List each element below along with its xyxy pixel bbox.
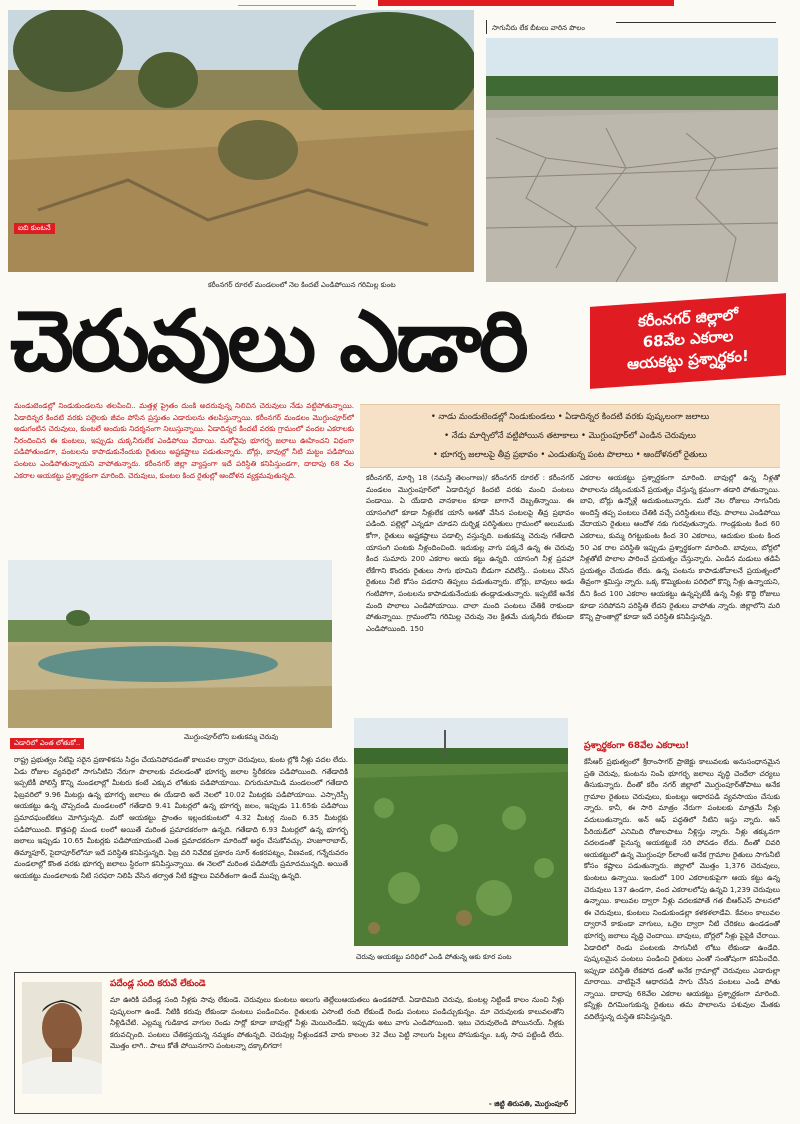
highlight-line: • నేడు మార్చిలోనే వట్టిపోయిన తటాకాలు • మొగ్దుంపూర్‌లో ఎండిన చెరువులు	[444, 430, 696, 440]
photo-caption: కరీంనగర్ రూరల్ మండలంలో నెల కిందటే ఎండిపోయిన గరిమిల్ల కుంట	[208, 281, 396, 289]
highlight-line: • భూగర్భ జలాలపై తీవ్ర ప్రభావం • ఎండుతున్న పంట పొలాలు • ఆందోళనలో రైతులు	[432, 449, 708, 459]
intro-paragraph	[14, 400, 354, 556]
headline-banner	[590, 293, 786, 389]
quote-attribution: - జిట్టి తిరుపతి, మొగ్దుంపూర్	[488, 1100, 568, 1108]
article-text: కేసీఆర్ ప్రభుత్వంలో శ్రీరాంసాగర్ ప్రాజెక్టు కాలువలకు అనుసంధానమైన ప్రతి చెరువు, కుంటను నింపి భూగర్భ జలాలు వృద్ధి చెందేలా చర్యలు తీసుకున్నారు. దీంతో కరీం నగర్ జిల్లాలో మొగ్దుంపూర్‌తోపాటు అనేక గ్రామాల రైతులు చెరువులు, కుంటల్లు ఆధారపడి వ్యవసాయం చేసుకు న్నారు. కానీ, ఈ సారి మాత్రం నేరుగా పంటలకు మాత్రమే నీళ్లు వదులుతున్నారు. అన్ ఆఫ్ పద్ధతిలో నీటిని ఇస్తు న్నారు. ఆన్ పీరియడ్‌లో ఎనిమిది రోజులపాటు నీళ్లిస్తు న్నారు. నీళ్లు తక్కువగా వదలడంతో పైనున్న ఆయకట్టుకే సరి పోవడం లేదు. దీంతో చివరి ఆయకట్టులో ఉన్న మొగ్దుంపూ ర్‌లాంటి అనేక గ్రామాల రైతులు సాగునీటి కోసం కష్టాలు పడుతున్నారు. జిల్లాలో మొత్తం 1,376 చెరువులు, కుంటలు ఉన్నాయి. ఇందులో 100 ఎకరాలకుపైగా ఆయ కట్టు ఉన్న చెరువులు 137 ఉండగా, వంద ఎకరాలలోపు ఉన్నవి 1,239 చెరువులు ఉన్నాయి. కాలువల ద్వారా నీళ్లు వదలకపోతే గత బీఆర్ఎస్ పాలనలో ఈ చెరువులు, కుంటలు నిండుకుండల్లా కళకళలాడేవి. కేవలం కాలువల ద్వారానే కాకుండా వాగులు, ఒర్రెల ద్వారా నీటి చేరికలు ఉండడంతో భూగర్భ జలాలు వృద్ధి చెందాయి. బావులు, బోర్లలో నీళ్లు పైపైకి చేరాయి. ఏడాదిలో రెండు పంటలకు సాగునీటి లోటు లేకుండా ఉండేది. పుష్కలమైన పంటలు పండించి రైతులు ఎంతో సంతోషంగా కనిపించేది. ఇప్పుడా పరిస్థితి లేకపోవ డంతో అనేక గ్రామాల్లో చెరువులు ఎడారుల్లా మారాయి. వాటిపైనే ఆధారపడి సాగు చేసిన పంటలు ఎండి పోతు న్నాయి. దాదాపు 68వేల ఎకరాల ఆయకట్టు ప్రశ్నార్థకంగా మారింది. కన్నీళ్లు దిగమింగుకున్న రైతులు తమ పొలాలను పశువుల మేతకు వదిలేస్తున్న దుస్థితి కనిపిస్తున్నది.	[584, 757, 780, 1022]
highlights-box	[360, 404, 780, 468]
article-text: రాష్ట్ర ప్రభుత్వం నీటిపై సరైన ప్రణాళికను సిద్ధం చేయనిపోవడంతో కాలువల ద్వారా చెరువులు, కుంట ల్లోకి నీళ్లు వదల లేదు. ఏడు రోజుల వ్యవధిలో సాగునీటిని నేరుగా పొలాలకు వదలడంతో భూగర్భ జలాల స్థిరీకరణ పడిపోయింది. గతేడాదికి ఇప్పటికీ పోలిస్తే కొన్ని మండలాల్లో మీటరు కంటే ఎక్కువ లోతుకు పడిపోయాయి. చిగురుమామిడి మండలంలో గతేడాది ఫిబ్రవరిలో 9.96 మీటర్లు ఉన్న భూగర్భ జలాలు ఈ యేడాది అదే నెలలో 10.02 మీటర్లకు పడిపోయాయి. ఎస్సారెస్పీ ఆయకట్టు ఉన్న చొప్పదండి మండలంలో గతేడాది 9.41 మీటర్లలో ఉన్న భూగర్భ జలం, ఇప్పుడు 11.65కు పడిపోయి ప్రమాదఘంటికలు మోగిస్తున్నది. మరో ఆయకట్టు ప్రాంతం ఇల్లందకుంటలో 4.32 మీటర్ల నుంచి 6.35 మీటర్లకు పడిపోయింది. కొత్తపల్లి మండ లంలో అయితే మరింత ప్రమాదకరంగా ఉన్నది. గతేడాది 6.93 మీటర్లలో ఉన్న భూగర్భ జలాలు ఇప్పుడు 10.65 మీటర్లకు పడిపోయాయంటే ఎంత ప్రమాదకరంగా మారిందో అర్థం చేసుకోవచ్చు. హుజూరాబాద్, తిమ్మాపూర్, సైదాపూర్‌లోనూ ఇదే పరిస్థితి కనిపిస్తున్నది. ఫిబ్ర వరి నివేదిక ప్రకారం సూర్ శంకరపట్నం, వీణవంక, గన్నేరువరం మండలాల్లో కొంత వరకు భూగర్భ జలాలు స్థిరంగా కనిపిస్తున్నాయి. ఈ నెలలో మరింత పడిపోయే ప్రమాదమున్నది. అయితే ఆయకట్టు మండలాలకు నీటి సరఫరా నిలిపి వేసిన తర్వాత నీటి కష్టాలు వివరీతంగా ఉండే ముప్పు ఉన్నది.	[14, 755, 348, 880]
groundwater-paragraph	[14, 754, 348, 950]
photo-tag: ఎడారిలో ఎంత లోతుకో..	[10, 738, 84, 749]
banner-line-3: ఆయకట్టు ప్రశ్నార్థకం!	[627, 346, 749, 374]
masthead-red-strip	[378, 0, 674, 6]
photo-pond	[8, 560, 332, 728]
highlight-line: • నాడు మండుటెండల్లో నిండుకుండలు • ఏడాదిన్నర కిందటి వరకు పుష్కలంగా జలాలు	[430, 411, 710, 421]
banner-line-2: 68వేల ఎకరాల	[642, 326, 734, 352]
photo-caption: సాగునీరు లేక బీటలు వారిన పొలం	[492, 24, 585, 32]
article-text: కరీంనగర్, మార్చి 18 (నమస్తే తెలంగాణ)/ కరీంనగర్ రూరల్ : కరీంనగర్ మండలం మొగ్దుంపూర్‌లో ఏడాదిన్నర కిందటి వరకు మంచి పంటలు పండాయి. ఏ యేడాది వానకాలం కూడా బాగానే దెబ్బతిన్నాయి. ఈ యాసంగిలో కూడా నీళ్లులేక యాసే ఆశతో వేసిన పంటలపై తీవ్ర ప్రభావం పడింది. పల్లెల్లో ఎన్నడూ చూడని దుర్భిక్ష పరిస్థితులు గ్రామంలో అలుముకు కోగా, రైతులు అష్టకష్టాలు పడాల్సి వస్తున్నది. బతుకమ్మ చెరువు గతేడాది యాసంగి పంటకు నీళ్లందించింది. ఇదుకుల్ల వాగు పక్కనే ఉన్న ఈ చెరువు కింద సుమారు 200 ఎకరాల ఆయ కట్టు ఉన్నది. యాసంగి నీళ్ల ప్రవహా లేకేగాని కొందరు రైతులు సాగు భూమిని బీడుగా వదిలేస్తే.. పంటలు వేసిన రైతులు నీటి కోసం పడరాని తిప్పలు పడుతున్నారు. బోర్లు, బావులు అడు గంటిపోగా, పంటలను కాపాడుకునేందుకు తండ్లాడుతున్నారు. ఇప్పటికే అనేక మంది పొలాలు ఎండిపోయాయి. చాలా మంది పంటలు చేతికి రాకుండా పోతున్నాయి. గ్రామంలోని గరిమిల్ల చెరువు నెల క్రితమే చుక్కనీరు లేకుండా ఎండిపోయింది. 150	[366, 473, 574, 633]
section-heading: ప్రశ్నార్థకంగా 68వేల ఎకరాలు!	[584, 741, 690, 751]
photo-dried-pond	[8, 10, 474, 272]
banner-line-1: కరీంనగర్ జిల్లాలో	[638, 305, 738, 331]
quote-heading: పదేండ్ల సంది కరువే లేకుండె	[110, 979, 206, 989]
photo-caption: చెరువు ఆయకట్టు పరిధిలో ఎండి పోతున్న ఆకు కూర పంట	[356, 953, 512, 961]
photo-tag: ఐబి కుంటనే	[14, 223, 55, 234]
caption-rule	[486, 20, 487, 34]
article-column-a	[366, 472, 574, 712]
quote-text-block	[110, 994, 564, 1094]
photo-caption: మొగ్దుంపూర్‌లోని బతుకమ్మ చెరువు	[184, 733, 279, 741]
photo-farmer-portrait	[22, 982, 102, 1094]
quote-text: మా ఊరికి పదేండ్ల సంది నీళ్లకు సావు లేకుండె. చెరువులు కుంటలు అలుగు తెల్లేలుఆయతలు ఉండకపోదే. ఏడాదిమిది చెరువు, కుంటల్ల నిట్టిండే కాలం నుంచి నీళ్లు పుష్కలంగా ఉండే. నీటికి కరువు లేకుండా పంటలు పండించినం. రైతులకు ఎసొంటి రంది లేకుండే రెండు పంటలు పండిచ్చుకున్నం. మా చెరువులకు కాలువలతోని నీళ్లిడిచేటి. ఎల్లమ్మ గుడికాడ వాగుల రెండు సార్లో కూడా బావుల్లో నీళ్లు మెయిరెండేవి. ఇప్పుడు అటు వాగు ఎండిపోయింది. ఇటు చెరువులెండి పోయినయ్. నీళ్లకు కరువచ్చింది. పంటలు చేతికస్తయన్న నమ్మకం పోతున్నది. చెరువుల్ల నీళ్లుండకనే వారు కాలంల 32 వేలు పెట్టి నాలుగు పిల్లలు పోసుకున్నం. ఒక్క సాప పట్టిండి లేదు. మొత్తం లాగి.. పాలు కోతే పోయినగాని పంటలన్నా దక్కాలిగదా!	[110, 995, 564, 1051]
side-column	[584, 756, 780, 1106]
top-rule	[238, 5, 356, 6]
article-text: ఎకరాల ఆయకట్టు ప్రశ్నార్థకంగా మారింది. బావుల్లో ఉన్న నీళ్లతో పొలాలను దక్కించుకునే ప్రయత్నం చేస్తున్న క్రమంగా తడారి పోతున్నాయి. బావి, బోర్లు ఉన్నోళ్లే అదుకుంటున్నారు. మరో నెల రోజులు సాగునీరు అందిస్తే తప్ప పంటలు చేతికి వచ్చే పరిస్థితులు లేవు. పొలాలు ఎండిపోయి వేదాయని రైతులు ఆందోళ నకు గురవుతున్నారు. గాండ్లకుంట కింద 60 ఎకరాలు, కుమ్మ రిగట్టుకుంట కింద 30 ఎకరాలు, ఆదుకుల కుంట కింద 50 ఎక రాల పరిస్థితి ఇప్పుడు ప్రశ్నార్థకంగా మారింది. బావులు, బోర్లలో నీళ్లతోటే పొలాల పారించే ప్రయత్నం చేస్తున్నారు. ఎండిన మడులు తడిపే ప్రయత్నం చేయడం లేదు. ఉన్న పంటను కాపాడుకోవాలనే ప్రయత్నంలో తీవ్రంగా శ్రమిస్తు న్నారు. ఒక్క కొమ్మికుంట పరిధిలో కొన్ని నీళ్లు ఉన్నాయని, దీని కింద 100 ఎకరాల ఆయకట్టు ఉన్నప్పటికీ ఉన్న నీళ్లు కొద్ది రోజులు కూడా సరిపోవని పరిస్థితి లేదని రైతులు వాపోతు న్నారు. జిల్లాలోని మరి కొన్ని ప్రాంతాల్లో కూడా ఇదే పరిస్థితి కనిపిస్తున్నది.	[580, 473, 780, 622]
caption-rule	[616, 22, 776, 23]
article-column-b	[580, 472, 780, 712]
intro-text: మండుటెండల్లో నిండుకుండలను తలపించి.. మత్తళ్ల ప్రైతం దుంకి అదరువున్న నిలిచిన చెరువులు నేడు వట్టిపోతున్నాయి. ఏడాదిన్నర కిందటి వరకు పల్లెలకు జీవం పోసిన ప్రస్తుతం ఎడారులను తలపిస్తున్నాయి. కరీంనగర్ మండలం మొగ్దుంపూర్‌లో అడుగంటిన చెరువులు, కుంటలే అందుకు నిదర్శనంగా నిలుస్తున్నాయి. ఏడాదిన్నర కిందటే వరకు గ్రామంలో వందల ఎకరాలకు నీరందించిన ఈ కుంటలు, ఇప్పుడు చుక్కనీరులేక ఎండిపోయి వేదాయి. మరోవైపు భూగర్భ జలాలు ఊహించని విధంగా పడిపోతుండగా, పంటలను కాపాడుకునేందుకు రైతులు అష్టకష్టాలు పడుతున్నారు. బోర్లు, బావుల్లో నీటి మట్టం పడిపోయి పంటలు ఎండిపోతున్నాయని వాపోతున్నారు. కరీంనగర్ జిల్లా వ్యాప్తంగా ఇదే పరిస్థితి కనిపిస్తుండగా, దాదాపు 68 వేల ఎకరాల ఆయకట్టు ప్రశ్నార్థకంగా మారింది. చెరువులు, కుంటల కింద రైతుల్లో ఆందోళన వ్యక్తమవుతున్నది.	[14, 401, 354, 480]
headline: చెరువులు ఎడారి	[10, 296, 526, 390]
photo-cracked-field	[486, 38, 778, 282]
photo-crop-field	[354, 718, 568, 946]
